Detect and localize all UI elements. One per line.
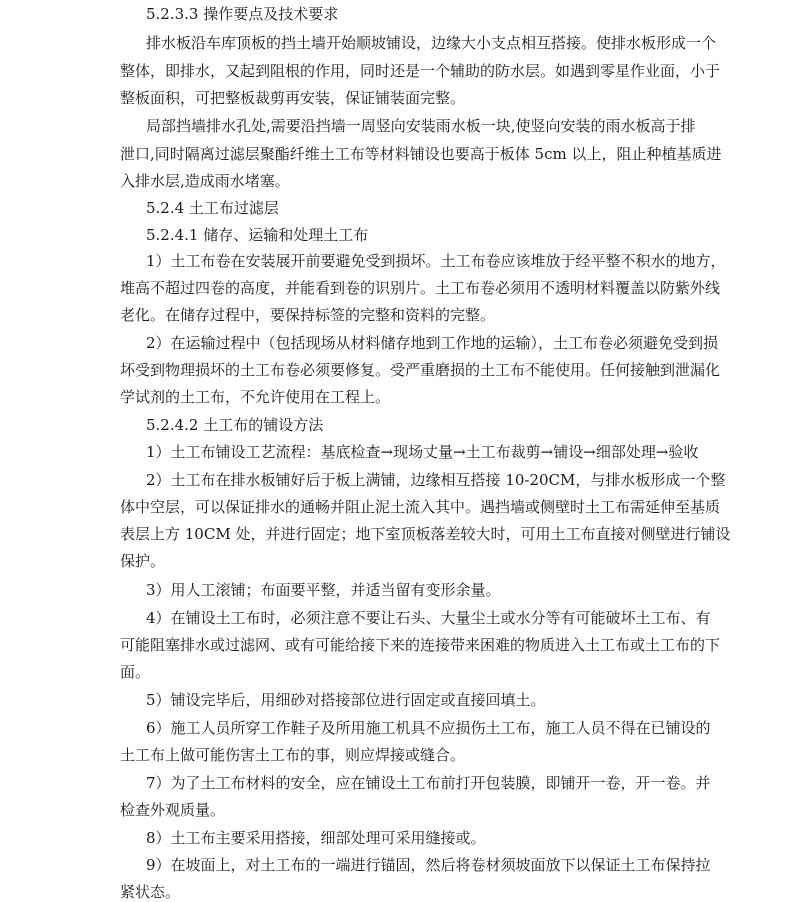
paragraph-line: 学试剂的土工布，不允许使用在工程上。 <box>120 388 391 406</box>
paragraph-line: 排水板沿车库顶板的挡土墙开始顺坡铺设，边缘大小支点相互搭接。使排水板形成一个 <box>146 34 717 52</box>
section-heading: 5.2.4 土工布过滤层 <box>146 199 279 217</box>
paragraph-line: 1）土工布卷在安装展开前要避免受到损坏。土工布卷应该堆放于经平整不积水的地方， <box>146 252 726 270</box>
paragraph-line: 7）为了土工布材料的安全，应在铺设土工布前打开包装膜，即铺开一卷，开一卷。并 <box>146 774 711 792</box>
paragraph-line: 6）施工人员所穿工作鞋子及所用施工机具不应损伤土工布，施工人员不得在已铺设的 <box>146 719 711 737</box>
paragraph-line: 3）用人工滚铺；布面要平整，并适当留有变形余量。 <box>146 581 501 599</box>
paragraph-line: 整体，即排水，又起到阻根的作用，同时还是一个辅助的防水层。如遇到零星作业面，小于 <box>120 62 721 80</box>
paragraph-line: 可能阻塞排水或过滤网、或有可能给接下来的连接带来困难的物质进入土工布或土工布的下 <box>120 636 721 654</box>
paragraph-line: 表层上方 10CM 处，并进行固定；地下室顶板落差较大时，可用土工布直接对侧壁进行铺设 <box>120 525 731 543</box>
paragraph-line: 土工布上做可能伤害土工布的事，则应焊接或缝合。 <box>120 746 466 764</box>
section-heading: 5.2.4.1 储存、运输和处理土工布 <box>146 226 369 244</box>
paragraph-line: 1）土工布铺设工艺流程：基底检查→现场丈量→土工布裁剪→铺设→细部处理→验收 <box>146 443 699 461</box>
paragraph-line: 保护。 <box>120 552 166 570</box>
paragraph-line: 紧状态。 <box>120 883 181 901</box>
paragraph-line: 9）在坡面上，对土工布的一端进行锚固，然后将卷材须坡面放下以保证土工布保持拉 <box>146 856 711 874</box>
paragraph-line: 2）在运输过程中（包括现场从材料储存地到工作地的运输），土工布卷必须避免受到损 <box>146 334 719 352</box>
paragraph-line: 4）在铺设土工布时，必须注意不要让石头、大量尘土或水分等有可能破坏土工布、有 <box>146 609 711 627</box>
paragraph-line: 堆高不超过四卷的高度，并能看到卷的识别片。土工布卷必须用不透明材料覆盖以防紫外线 <box>120 279 721 297</box>
paragraph-line: 体中空层，可以保证排水的通畅并阻止泥土流入其中。遇挡墙或侧壁时土工布需延伸至基质 <box>120 498 721 516</box>
paragraph-line: 2）土工布在排水板铺好后于板上满铺，边缘相互搭接 10-20CM，与排水板形成一个整 <box>146 471 726 489</box>
section-heading: 5.2.4.2 土工布的铺设方法 <box>146 416 324 434</box>
paragraph-line: 8）土工布主要采用搭接，细部处理可采用缝接或。 <box>146 829 486 847</box>
paragraph-line: 面。 <box>120 663 151 681</box>
paragraph-line: 泄口,同时隔离过滤层聚酯纤维土工布等材料铺设也要高于板体 5cm 以上，阻止种植基质进 <box>120 145 722 163</box>
paragraph-line: 整板面积，可把整板裁剪再安装，保证铺装面完整。 <box>120 89 466 107</box>
paragraph-line: 老化。在储存过程中，要保持标签的完整和资料的完整。 <box>120 306 496 324</box>
paragraph-line: 5）铺设完毕后，用细砂对搭接部位进行固定或直接回填土。 <box>146 691 546 709</box>
paragraph-line: 坏受到物理损坏的土工布卷必须要修复。受严重磨损的土工布不能使用。任何接触到泄漏化 <box>120 361 721 379</box>
paragraph-line: 局部挡墙排水孔处,需要沿挡墙一周竖向安装雨水板一块,使竖向安装的雨水板高于排 <box>146 117 696 135</box>
paragraph-line: 检查外观质量。 <box>120 801 226 819</box>
paragraph-line: 入排水层,造成雨水堵塞。 <box>120 172 290 190</box>
section-heading: 5.2.3.3 操作要点及技术要求 <box>146 5 339 23</box>
